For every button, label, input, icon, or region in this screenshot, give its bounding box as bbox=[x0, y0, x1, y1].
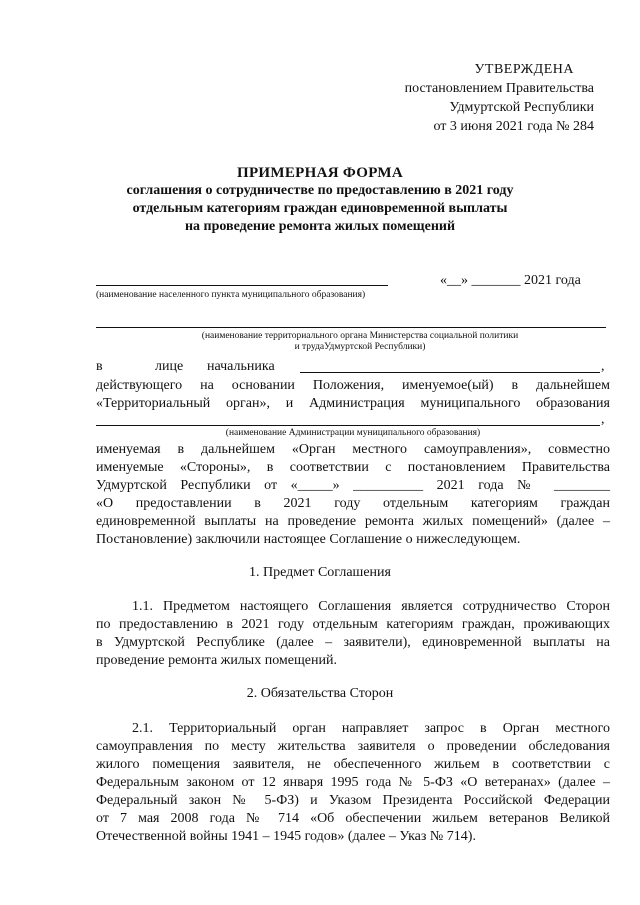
paragraph-line: Федеральным законом от 12 января 1995 года № 5-ФЗ «О ветеранах» (далее – bbox=[96, 775, 610, 790]
party-text: лице bbox=[155, 359, 184, 374]
form-title-main: ПРИМЕРНАЯ ФОРМА bbox=[236, 165, 403, 181]
approval-line: постановлением Правительства bbox=[404, 81, 594, 96]
head-underline bbox=[300, 372, 600, 373]
administration-caption: (наименование Администрации муниципального образования) bbox=[225, 428, 481, 438]
paragraph-line: по предоставлению в 2021 году отдельным категориям граждан, проживающих bbox=[96, 617, 610, 632]
approval-block bbox=[405, 60, 594, 136]
paragraph-line: от 7 мая 2008 года № 714 «Об обеспечении жильем ветеранов Великой bbox=[96, 811, 610, 826]
agreement-date: «__» _______ 2021 года bbox=[440, 273, 581, 288]
paragraph-line: 1.1. Предметом настоящего Соглашения является сотрудничество Сторон bbox=[132, 599, 610, 614]
caption-line: и трудаУдмуртской Республики) bbox=[294, 342, 426, 352]
paragraph-line: жилого помещения заявителя, не обеспеченного жильем в соответствии с bbox=[96, 757, 610, 772]
approval-line: Удмуртской Республики bbox=[449, 100, 594, 115]
paragraph-line: проведение ремонта жилых помещений. bbox=[96, 653, 337, 668]
administration-underline bbox=[96, 425, 600, 426]
paragraph-line: 2.1. Территориальный орган направляет запрос в Орган местного bbox=[132, 721, 610, 736]
intro-line: именуемая в дальнейшем «Орган местного самоуправления», совместно bbox=[96, 442, 610, 457]
place-caption: (наименование населенного пункта муниципального образования) bbox=[96, 290, 366, 300]
paragraph-line: самоуправления по месту жительства заявителя о проведении обследования bbox=[96, 739, 610, 754]
paragraph-line: в Удмуртской Республике (далее – заявители), единовременной выплаты на bbox=[96, 635, 610, 650]
caption-line: (наименование территориального органа Министерства социальной политики bbox=[201, 331, 519, 341]
place-underline bbox=[96, 285, 388, 286]
party-text: , bbox=[601, 412, 605, 427]
approval-title: УТВЕРЖДЕНА bbox=[474, 62, 574, 77]
intro-line: Удмуртской Республики от «_____» __________ 2021 года № ________ bbox=[96, 478, 610, 493]
form-title-line: соглашения о сотрудничестве по предоставлению в 2021 году bbox=[126, 183, 514, 198]
intro-line: именуемые «Стороны», в соответствии с постановлением Правительства bbox=[96, 460, 610, 475]
section-heading: 2. Обязательства Сторон bbox=[246, 686, 394, 701]
party-text: начальника bbox=[207, 359, 275, 374]
form-title-line: отдельным категориям граждан единовременной выплаты bbox=[132, 201, 508, 216]
form-title-line: на проведение ремонта жилых помещений bbox=[184, 219, 456, 234]
party-text: действующего на основании Положения, именуемое(ый) в дальнейшем bbox=[96, 378, 610, 393]
territorial-organ-caption bbox=[160, 331, 560, 353]
paragraph-line: Отечественной войны 1941 – 1945 годов» (далее – Указ № 714). bbox=[96, 829, 476, 844]
party-text: , bbox=[601, 359, 605, 374]
approval-line: от 3 июня 2021 года № 284 bbox=[433, 119, 594, 134]
form-title bbox=[60, 164, 580, 236]
party-text: в bbox=[96, 359, 103, 374]
intro-line: единовременной выплаты на проведение ремонта жилых помещений» (далее – bbox=[96, 514, 610, 529]
intro-line: «О предоставлении в 2021 году отдельным категориям граждан bbox=[96, 496, 610, 511]
territorial-organ-underline bbox=[96, 327, 606, 328]
intro-line: Постановление) заключили настоящее Соглашение о нижеследующем. bbox=[96, 532, 521, 547]
party-text: «Территориальный орган», и Администрация муниципального образования bbox=[96, 396, 610, 411]
section-heading: 1. Предмет Соглашения bbox=[249, 565, 391, 580]
paragraph-line: Федеральный закон № 5-ФЗ) и Указом Президента Российской Федерации bbox=[96, 793, 610, 808]
